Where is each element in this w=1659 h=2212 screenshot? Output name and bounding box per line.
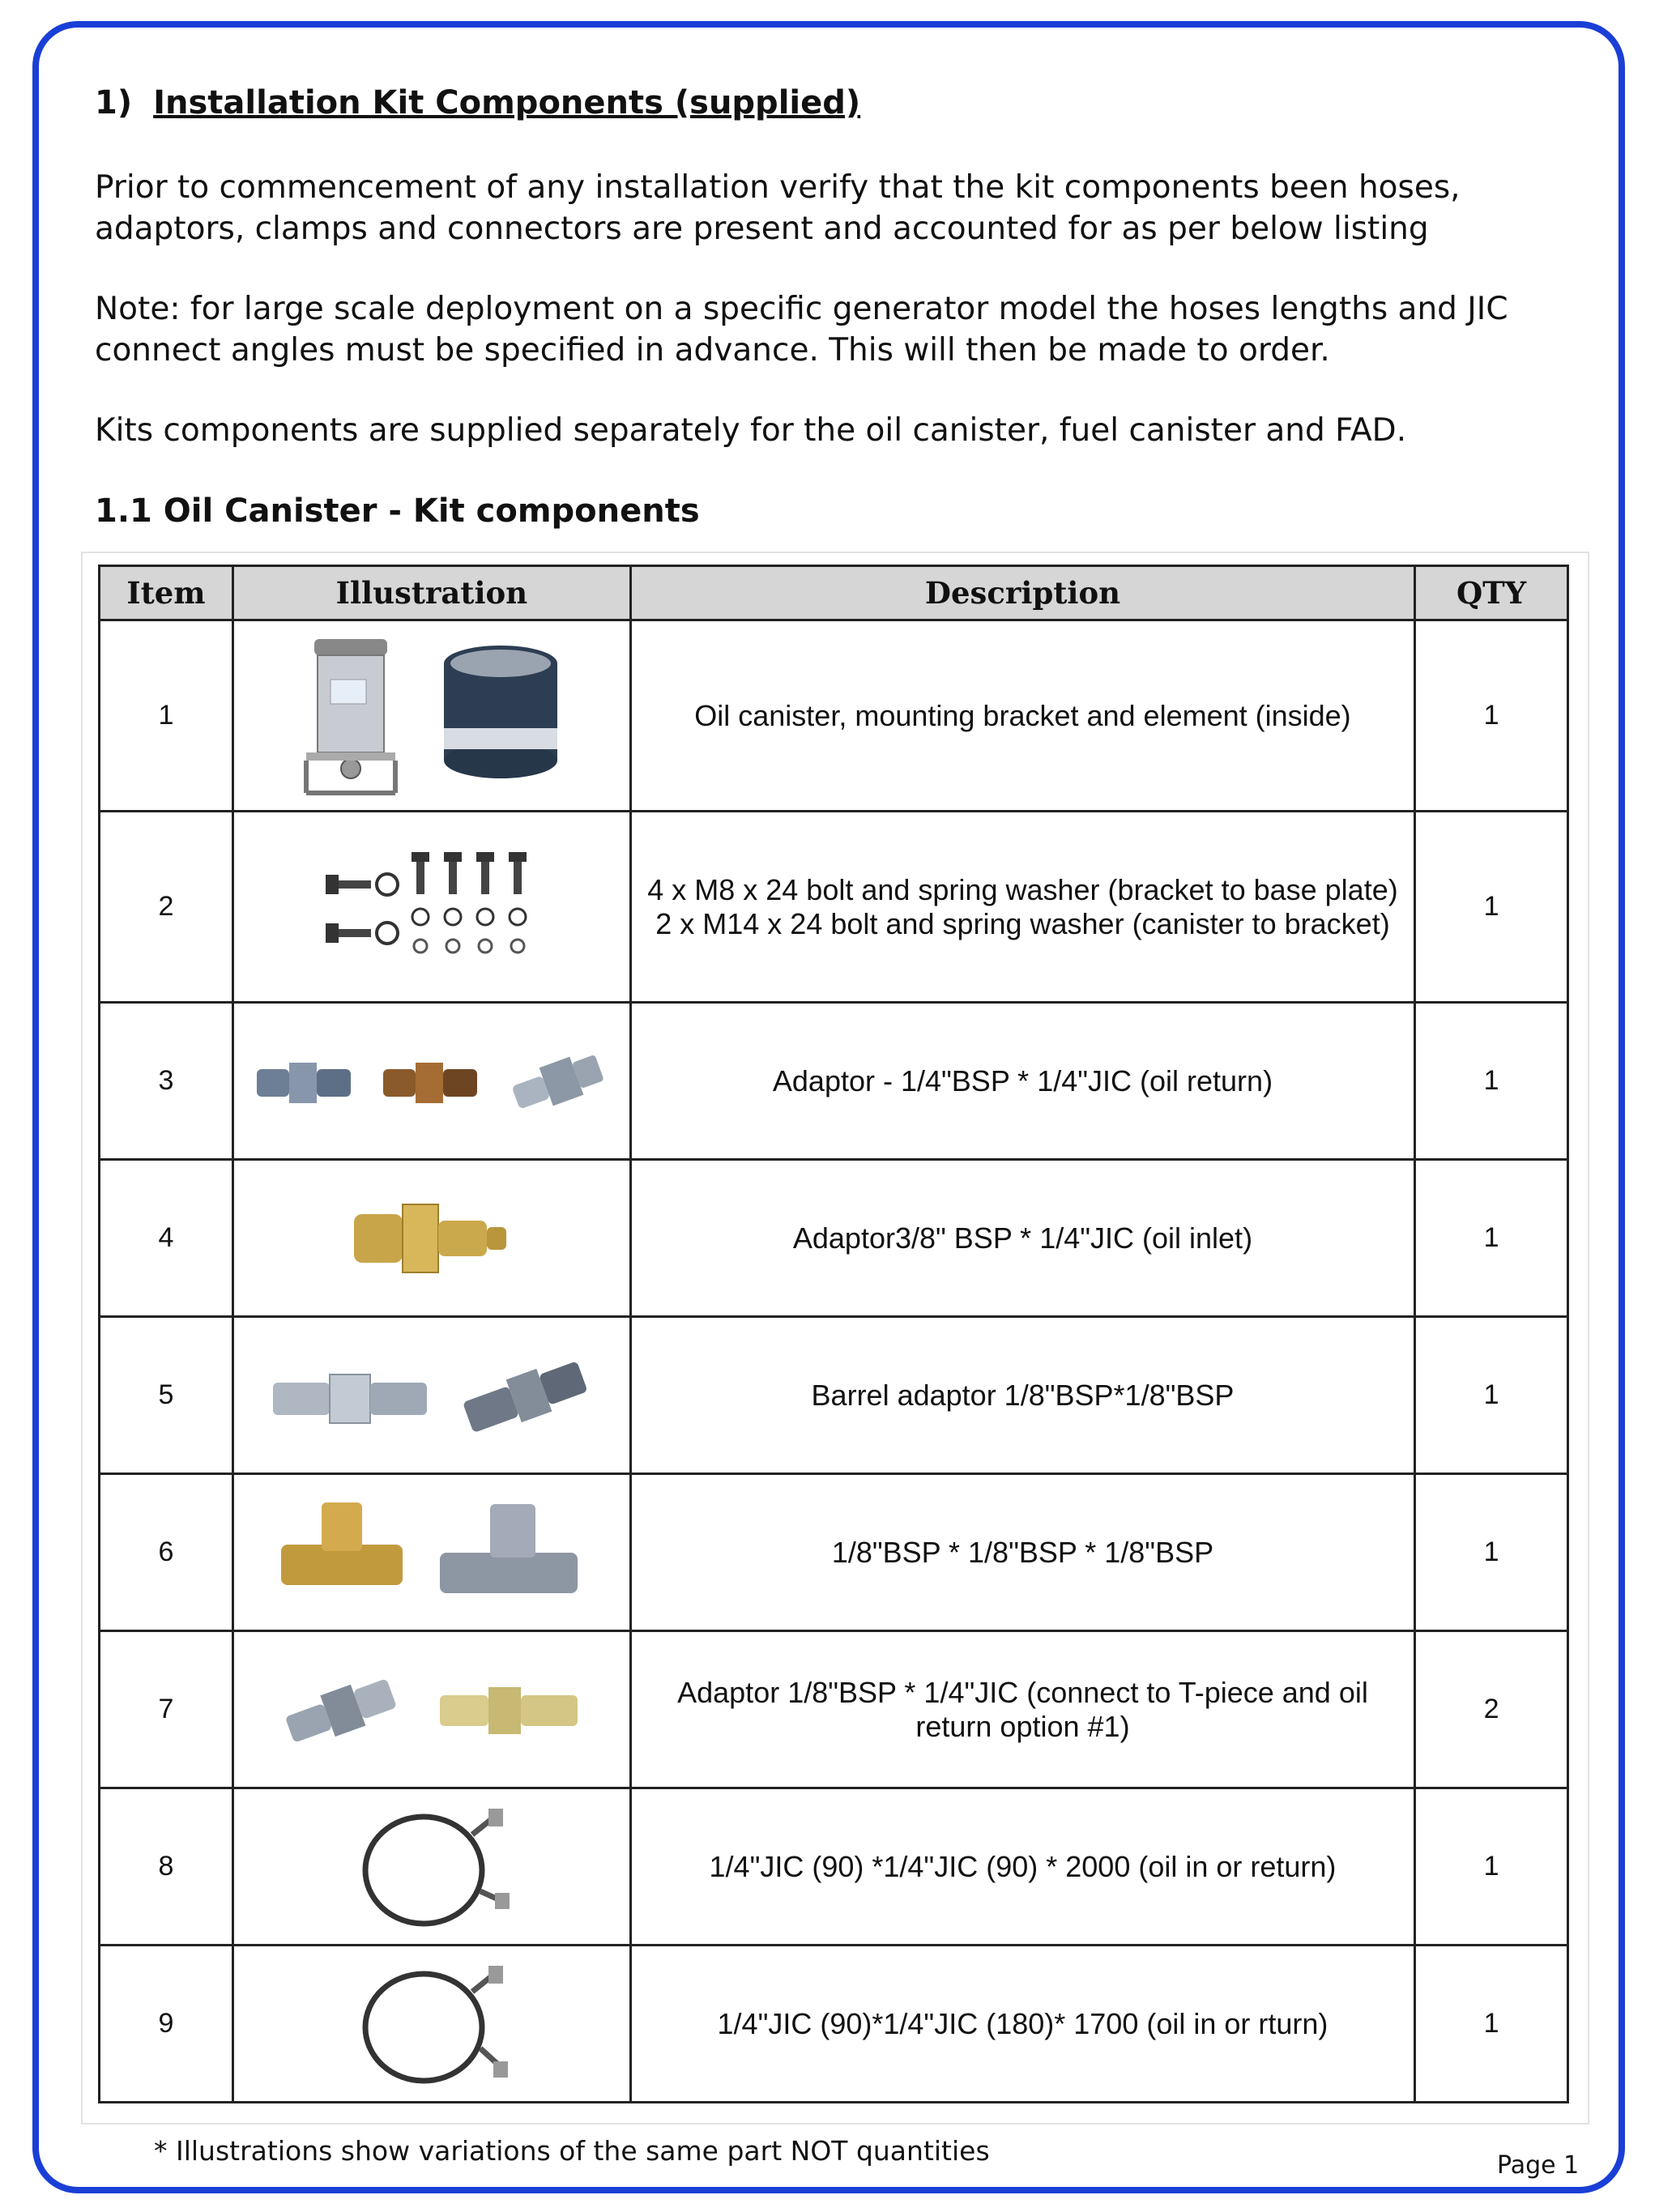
description-cell	[630, 1474, 1414, 1631]
illustration-cell	[232, 1631, 630, 1788]
item-number: 6	[100, 1474, 233, 1631]
header-description: Description	[630, 566, 1414, 620]
description-text: Adaptor 1/8"BSP * 1/4"JIC (connect to T-piece and oil	[677, 1675, 1368, 1709]
item-number: 2	[100, 812, 233, 1003]
intro-paragraph: Prior to commencement of any installation verify that the kit components been hoses, adaptors, clamps and connectors are present and accounted for as per below listing	[95, 169, 1461, 247]
description-text: 4 x M8 x 24 bolt and spring washer (bracket to base plate)	[647, 872, 1398, 906]
adaptor-pair-icon	[278, 1661, 586, 1758]
qty-value: 1	[1415, 812, 1568, 1003]
illustration-cell	[232, 620, 630, 812]
hose-coil-icon	[351, 1802, 513, 1932]
table-row	[100, 812, 1568, 1003]
footnote: * Illustrations show variations of the same part NOT quantities	[154, 2135, 990, 2167]
description-text: 1/8"BSP * 1/8"BSP * 1/8"BSP	[831, 1535, 1214, 1569]
qty-value: 2	[1415, 1631, 1568, 1788]
header-illustration: Illustration	[232, 566, 630, 620]
table-row	[100, 1631, 1568, 1788]
table-row	[100, 1003, 1568, 1160]
description-cell	[630, 1003, 1414, 1160]
item-number: 7	[100, 1631, 233, 1788]
table-row	[100, 1474, 1568, 1631]
illustration-cell	[232, 1474, 630, 1631]
bolts-and-washers-icon	[322, 850, 541, 964]
table-row	[100, 1788, 1568, 1946]
description-text: 1/4"JIC (90)*1/4"JIC (180)* 1700 (oil in or rturn)	[717, 2006, 1328, 2040]
qty-value: 1	[1415, 1003, 1568, 1160]
page-number: Page 1	[1497, 2151, 1580, 2180]
description-cell	[630, 812, 1414, 1003]
qty-value: 1	[1415, 1160, 1568, 1317]
item-number: 8	[100, 1788, 233, 1946]
qty-value: 1	[1415, 1946, 1568, 2103]
kits-paragraph: Kits components are supplied separately for the oil canister, fuel canister and FAD.	[95, 412, 1407, 449]
straight-adaptors-icon	[254, 1037, 610, 1126]
t-piece-icon	[278, 1496, 586, 1609]
qty-value: 1	[1415, 1317, 1568, 1474]
illustration-cell	[232, 1946, 630, 2103]
hose-coil-icon	[351, 1959, 513, 2089]
item-number: 3	[100, 1003, 233, 1160]
oil-canister-and-element-icon	[298, 631, 565, 801]
table-row	[100, 1946, 1568, 2103]
item-number: 5	[100, 1317, 233, 1474]
section-heading	[95, 84, 860, 121]
item-number: 4	[100, 1160, 233, 1317]
description-cell	[630, 1160, 1414, 1317]
table-row	[100, 620, 1568, 812]
description-text: return option #1)	[915, 1709, 1130, 1743]
description-text: Adaptor3/8" BSP * 1/4"JIC (oil inlet)	[792, 1221, 1253, 1255]
section-title: Installation Kit Components (supplied)	[153, 84, 861, 121]
illustration-cell	[232, 812, 630, 1003]
section-number: 1)	[95, 84, 133, 121]
header-item: Item	[100, 566, 233, 620]
description-cell	[630, 1788, 1414, 1946]
description-text: Oil canister, mounting bracket and element (inside)	[694, 698, 1351, 732]
table-row	[100, 1317, 1568, 1474]
brass-adaptor-icon	[351, 1190, 513, 1287]
illustration-cell	[232, 1317, 630, 1474]
description-text: 1/4"JIC (90) *1/4"JIC (90) * 2000 (oil in or return)	[709, 1849, 1337, 1883]
table-header-row	[100, 566, 1568, 620]
qty-value: 1	[1415, 1474, 1568, 1631]
item-number: 1	[100, 620, 233, 812]
barrel-adaptors-icon	[270, 1347, 594, 1444]
description-cell	[630, 1317, 1414, 1474]
qty-value: 1	[1415, 620, 1568, 812]
header-qty: QTY	[1415, 566, 1568, 620]
description-text: Adaptor - 1/4"BSP * 1/4"JIC (oil return)	[772, 1063, 1273, 1097]
item-number: 9	[100, 1946, 233, 2103]
note-paragraph: Note: for large scale deployment on a specific generator model the hoses lengths and JIC connect angles must be specified in advance. This will then be made to order.	[95, 291, 1508, 369]
description-cell	[630, 620, 1414, 812]
description-cell	[630, 1946, 1414, 2103]
description-text: Barrel adaptor 1/8"BSP*1/8"BSP	[811, 1378, 1235, 1412]
illustration-cell	[232, 1788, 630, 1946]
subsection-title: 1.1 Oil Canister - Kit components	[95, 492, 700, 530]
qty-value: 1	[1415, 1788, 1568, 1946]
description-cell	[630, 1631, 1414, 1788]
table-row	[100, 1160, 1568, 1317]
kit-components-table	[98, 565, 1569, 2103]
illustration-cell	[232, 1160, 630, 1317]
description-text: 2 x M14 x 24 bolt and spring washer (canister to bracket)	[655, 906, 1390, 940]
illustration-cell	[232, 1003, 630, 1160]
